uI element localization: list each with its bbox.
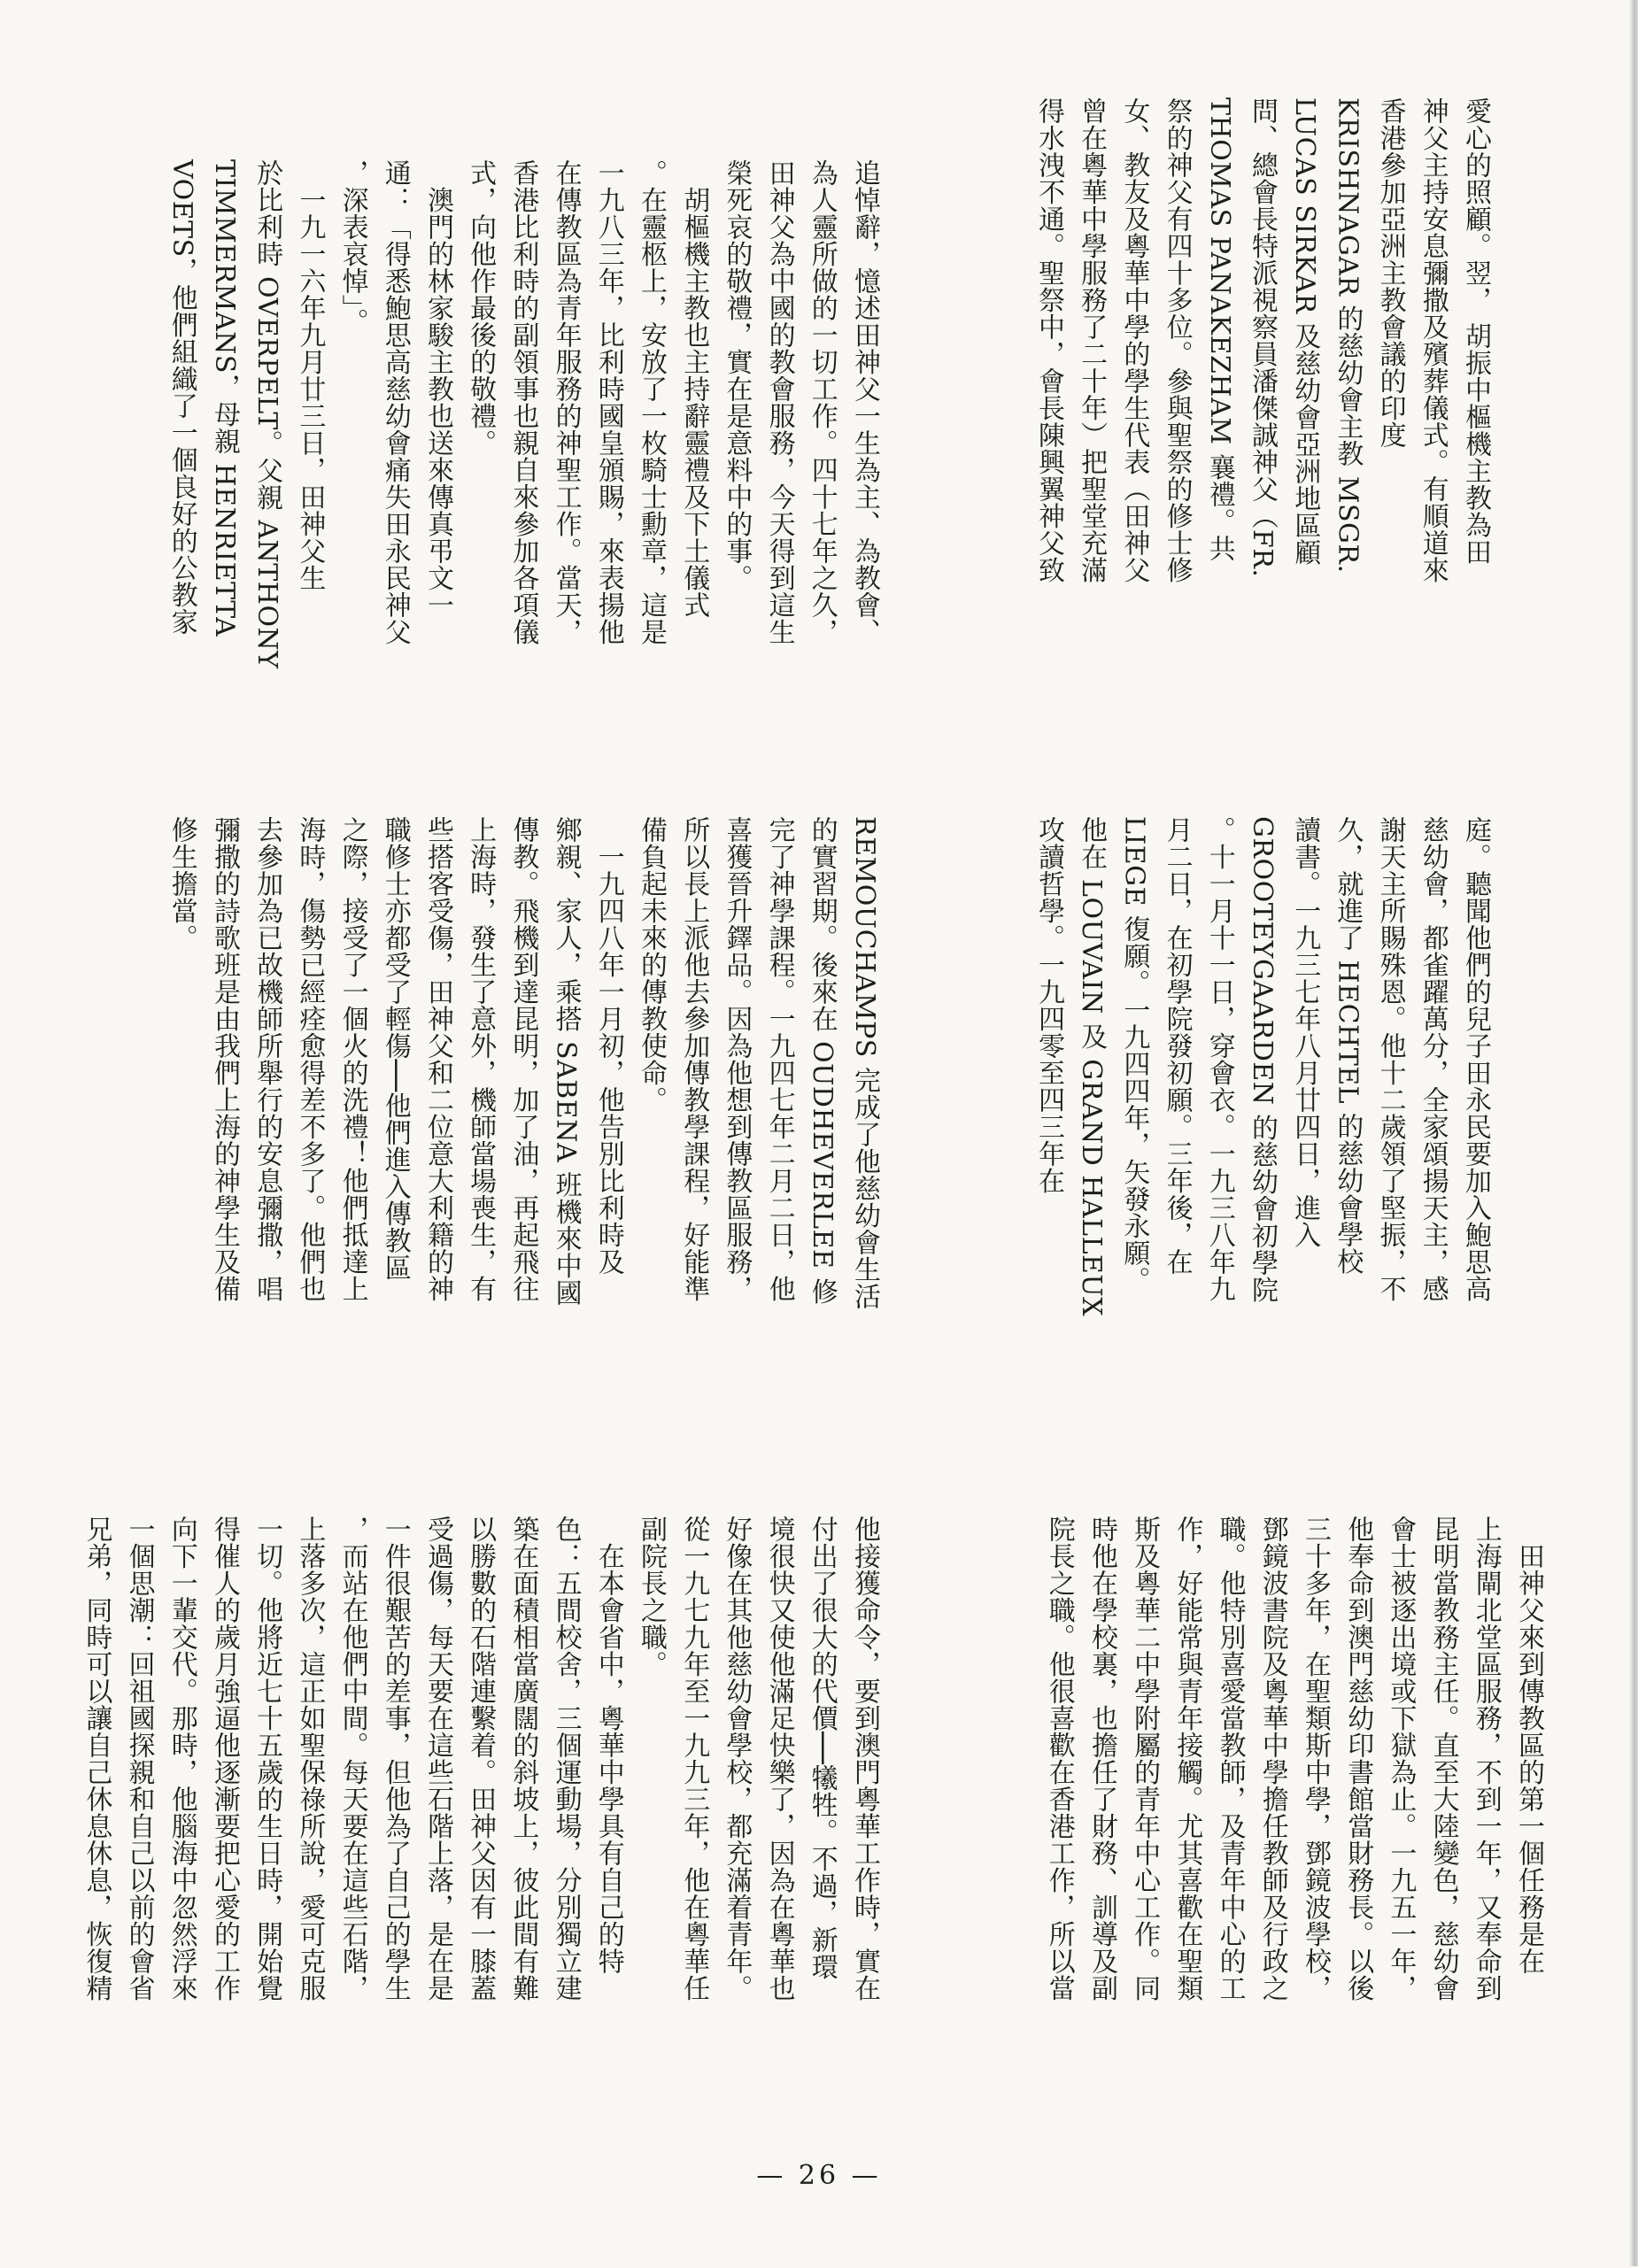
text-line: 他奉命到澳門慈幼印書館當財務長。以後 (1342, 1516, 1374, 2002)
text-line: 問、總會長特派視察員潘傑誠神父（FR. (1246, 97, 1278, 578)
text-line: 在傳教區為青年服務的神聖工作。當天， (550, 159, 582, 645)
text-line: 讀書。一九三七年八月廿四日，進入 (1289, 816, 1321, 1248)
text-line: 香港比利時的副領事也親自來參加各項儀 (507, 159, 539, 645)
text-line: 時他在學校裏，也擔任了財務、訓導及副 (1086, 1516, 1117, 2002)
text-line: 去參加為已故機師所舉行的安息彌撒，唱 (251, 816, 283, 1302)
text-line: THOMAS PANAKEZHAM 襄禮。共 (1203, 97, 1235, 562)
text-line: 式，向他作最後的敬禮。 (465, 159, 497, 457)
text-line: 胡樞機主教也主持辭靈禮及下土儀式 (678, 159, 710, 619)
text-line: 田神父來到傳教區的第一個任務是在 (1513, 1516, 1544, 1975)
text-line: 三十多年，在聖類斯中學，鄧鏡波學校， (1299, 1516, 1331, 2002)
text-line: 作，好能常與青年接觸。尤其喜歡在聖類 (1171, 1516, 1203, 2002)
text-line: 會士被逐出境或下獄為止。一九五一年， (1385, 1516, 1417, 2002)
text-line: 院長之職。他很喜歡在香港工作，所以當 (1043, 1516, 1075, 2002)
text-line: 他接獲命令，要到澳門粵華工作時，實在 (849, 1516, 880, 2002)
text-line: 副院長之職。 (635, 1516, 667, 1678)
text-line: 職。他特別喜愛當教師，及青年中心的工 (1214, 1516, 1246, 2002)
text-block-mid-right (1001, 816, 1496, 1507)
text-line: 愛心的照顧。翌， 胡振中樞機主教為田 (1460, 97, 1491, 566)
text-line: 追悼辭，憶述田神父一生為主、為教會、 (849, 159, 880, 645)
text-line: 鄉親、家人，乘搭 SABENA 班機來中國 (550, 816, 582, 1307)
text-line: 他在 LOUVAIN 及 GRAND HALLEUX (1076, 816, 1108, 1317)
text-line: 以勝數的石階連繫着。田神父因有一膝蓋 (465, 1516, 497, 2002)
text-line: 彌撒的詩歌班是由我們上海的神學生及備 (208, 816, 240, 1302)
text-line: 香港參加亞洲主教會議的印度 (1374, 97, 1406, 449)
text-line: 澳門的林家駿主教也送來傳真弔文一 (421, 159, 453, 619)
text-line: 一切。他將近七十五歲的生日時，開始覺 (251, 1516, 283, 2002)
text-line: 。在靈柩上，安放了一枚騎士勳章，這是 (635, 159, 667, 645)
text-line: 喜獲晉升鐸品。因為他想到傳教區服務， (721, 816, 753, 1302)
text-line: 海時，傷勢已經痊愈得差不多了。他們也 (294, 816, 326, 1302)
text-line: 曾在粵華中學服務了二十年）把聖堂充滿 (1076, 97, 1108, 583)
text-line: 備負起未來的傳教使命。 (635, 816, 667, 1114)
page-number: — 26 — (756, 2160, 882, 2191)
text-line: ，深表哀悼」。 (336, 159, 368, 336)
text-line: 所以長上派他去參加傳教學課程，好能準 (678, 816, 710, 1302)
text-line: LUCAS SIRKAR 及慈幼會亞洲地區顧 (1289, 97, 1321, 567)
text-line: 榮死哀的敬禮，實在是意料中的事。 (721, 159, 753, 591)
text-line: 一九四八年一月初，他告別比利時及 (592, 816, 624, 1276)
text-line: 在本會省中，粵華中學具有自己的特 (592, 1516, 624, 1975)
text-line: 一九八三年，比利時國皇頒賜，來表揚他 (592, 159, 624, 645)
text-line: 為人靈所做的一切工作。四十七年之久， (806, 159, 838, 645)
text-line: 神父主持安息彌撒及殯葬儀式。有順道來 (1417, 97, 1449, 583)
text-line: GROOTEYGAARDEN 的慈幼會初學院 (1246, 816, 1278, 1304)
text-line: 謝天主所賜殊恩。他十二歲領了堅振，不 (1374, 816, 1406, 1302)
text-line: 攻讀哲學。一九四零至四三年在 (1032, 816, 1064, 1194)
text-block-bottom-right (1001, 1516, 1549, 2268)
text-line: 一件很艱苦的差事，但他為了自己的學生 (379, 1516, 411, 2002)
text-line: TIMMERMANS，母親 HENRIETTA (208, 159, 240, 637)
text-line: 傳教。飛機到達昆明，加了油，再起飛往 (507, 816, 539, 1302)
text-line: 職修士亦都受了輕傷──他們進入傳教區 (379, 816, 411, 1282)
text-line: 斯及粵華二中學附屬的青年中心工作。同 (1129, 1516, 1161, 2002)
text-line: 久，就進了 HECHTEL 的慈幼會學校 (1332, 816, 1364, 1276)
text-line: LIEGE 復願。一九四四年，矢發永願。 (1118, 816, 1150, 1294)
text-line: 付出了很大的代價──犧牲。不過，新環 (806, 1516, 838, 1981)
text-line: 於比利時 OVERPELT。父親 ANTHONY (251, 159, 283, 669)
text-line: VOETS，他們組織了一個良好的公教家 (166, 159, 197, 636)
text-line: 祭的神父有四十多位。參與聖祭的修士修 (1161, 97, 1193, 583)
text-block-bottom-left (81, 1516, 885, 2268)
text-line: KRISHNAGAR 的慈幼會主教 MSGR. (1332, 97, 1364, 574)
text-line: 向下一輩交代。那時，他腦海中忽然浮來 (166, 1516, 197, 2002)
text-line: 一個思潮：回祖國探親和自己以前的會省 (123, 1516, 155, 2002)
text-line: 之際，接受了一個火的洗禮！他們抵達上 (336, 816, 368, 1302)
text-line: 上海閘北堂區服務，不到一年，又奉命到 (1470, 1516, 1502, 2002)
text-line: 完了神學課程。一九四七年二月二日，他 (763, 816, 795, 1302)
text-line: 受過傷，每天要在這些石階上落，是在是 (421, 1516, 453, 2002)
text-line: 上落多次，這正如聖保祿所說，愛可克服 (294, 1516, 326, 2002)
text-line: 昆明當教務主任。直至大陸變色，慈幼會 (1427, 1516, 1459, 2002)
text-line: 鄧鏡波書院及粵華中學擔任教師及行政之 (1256, 1516, 1288, 2002)
text-line: 女、教友及粵華中學的學生代表（田神父 (1118, 97, 1150, 583)
text-line: 修生擔當。 (166, 816, 197, 952)
text-line: REMOUCHAMPS 完成了他慈幼會生活 (849, 816, 880, 1310)
text-line: 的實習期。後來在 OUDHEVERLEE 修 (806, 816, 838, 1305)
text-line: 好像在其他慈幼會學校，都充滿着青年。 (721, 1516, 753, 2002)
text-line: 色：五間校舍，三個運動場，分別獨立建 (550, 1516, 582, 2002)
text-line: 田神父為中國的教會服務，今天得到這生 (763, 159, 795, 645)
text-line: 得水洩不通。聖祭中，會長陳興翼神父致 (1032, 97, 1064, 583)
text-line: ，而站在他們中間。每天要在這些石階， (336, 1516, 368, 2002)
text-block-top-left (106, 159, 885, 894)
text-line: 兄弟，同時可以讓自己休息休息，恢復精 (81, 1516, 112, 2002)
text-line: 慈幼會，都雀躍萬分，全家頌揚天主，感 (1417, 816, 1449, 1302)
text-line: 一九一六年九月廿三日，田神父生 (294, 159, 326, 591)
text-line: 上海時，發生了意外，機師當場喪生，有 (465, 816, 497, 1302)
text-line: 。十一月十一日，穿會衣。一九三八年九 (1203, 816, 1235, 1302)
text-line: 庭。聽聞他們的兒子田永民要加入鮑思高 (1460, 816, 1491, 1302)
text-line: 築在面積相當廣闊的斜坡上，彼此間有難 (507, 1516, 539, 2002)
text-line: 從一九七九年至一九九三年，他在粵華任 (678, 1516, 710, 2002)
text-block-top-right (1001, 97, 1496, 841)
text-line: 得催人的歲月強逼他逐漸要把心愛的工作 (208, 1516, 240, 2002)
text-line: 通：「得悉鮑思高慈幼會痛失田永民神父 (379, 159, 411, 645)
scan-edge (1629, 0, 1638, 2266)
text-line: 些搭客受傷，田神父和二位意大利籍的神 (421, 816, 453, 1302)
text-line: 境很快又使他滿足快樂了，因為在粵華也 (763, 1516, 795, 2002)
text-line: 月二日，在初學院發初願。三年後，在 (1161, 816, 1193, 1276)
text-block-mid-left (106, 816, 885, 1516)
